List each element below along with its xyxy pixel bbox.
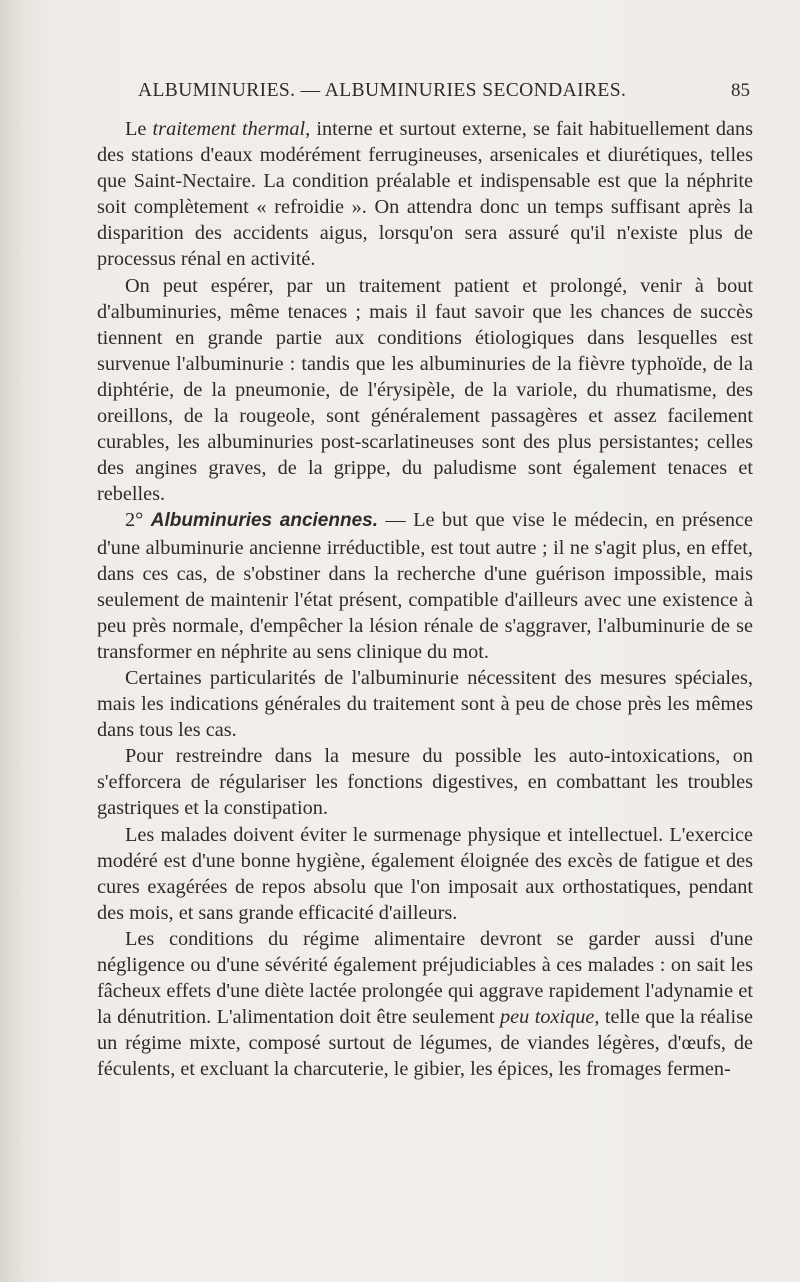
page-header [138, 80, 750, 110]
running-head: ALBUMINURIES. — ALBUMINURIES SECONDAIRES. [138, 80, 627, 101]
paragraph-prognosis: On peut espérer, par un traitement patient et prolongé, venir à bout d'albuminuries, même tenaces ; mais il faut savoir que les chances de succès tiennent en grande partie aux conditions étiologiques dans lesquelles est survenue l'albuminurie : tandis que les albuminuries de la fièvre typhoïde, de la diphtérie, de la pneumonie, de l'érysipèle, de la variole, du rhumatisme, des oreillons, de la rougeole, sont généralement passagères et assez facilement curables, les albuminuries post-scarlatineuses sont des plus persistantes; celles des angines graves, de la grippe, du paludisme sont également tenaces et rebelles. [97, 274, 753, 506]
paragraph-auto-intoxication: Pour restreindre dans la mesure du possible les auto-intoxications, on s'efforcera de régulariser les fonctions digestives, en combattant les troubles gastriques et la constipation. [97, 745, 753, 820]
section-title: Albuminuries anciennes. [150, 510, 378, 532]
emphasis-traitement-thermal: traitement thermal [152, 118, 306, 140]
paragraph-particularities: Certaines particularités de l'albuminurie nécessitent des mesures spéciales, mais les indications générales du traitement sont à peu de chose près les mêmes dans tous les cas. [97, 666, 753, 742]
paragraph-thermal-treatment: Le traitement thermal, interne et surtout externe, se fait habituellement dans des stations d'eaux modérément ferrugineuses, arsenicales et diurétiques, telles que Saint-Nectaire. La condition préalable et indispensable est que la néphrite soit complètement « refroidie ». On attendra donc un temps suffisant après la disparition des accidents aigus, lorsqu'on sera assuré qu'il n'existe plus de processus rénal en activité. [97, 118, 754, 271]
section-number: 2° [125, 509, 144, 532]
emphasis-peu-toxique: peu toxique [499, 1006, 595, 1029]
page-binding-shadow [0, 0, 22, 1282]
paragraph-old-albuminuria: 2° Albuminuries anciennes. — Le but que vise le médecin, en présence d'une albuminurie ancienne irréductible, est tout autre ; il ne s'agit plus, en effet, dans ces cas, de s'obstiner dans la recherche d'une guérison impossible, mais seulement de maintenir l'état présent, compatible d'ailleurs avec une existence à peu près normale, d'empêcher la lésion rénale de s'aggraver, l'albuminurie de se transformer en néphrite au sens clinique du mot. [97, 509, 753, 663]
paragraph-diet: Les conditions du régime alimentaire devront se garder aussi d'une négligence ou d'une sévérité également préjudiciables à ces malades : on sait les fâcheux effets d'une diète lactée prolongée qui aggrave rapidement l'adynamie et la dénutrition. L'alimentation doit être seulement peu toxique, telle que la réalise un régime mixte, composé surtout de légumes, de viandes légères, d'œufs, de féculents, et excluant la charcuterie, le gibier, les épices, les fromages fermen- [97, 927, 754, 1081]
paragraph-exercise: Les malades doivent éviter le surmenage physique et intellectuel. L'exercice modéré est d'une bonne hygiène, également éloignée des excès de fatigue et des cures exagérées de repos absolu que l'on imposait aux orthostatiques, pendant des mois, et sans grande efficacité d'ailleurs. [97, 823, 753, 924]
page-number: 85 [731, 80, 750, 101]
body-text [97, 116, 753, 1082]
